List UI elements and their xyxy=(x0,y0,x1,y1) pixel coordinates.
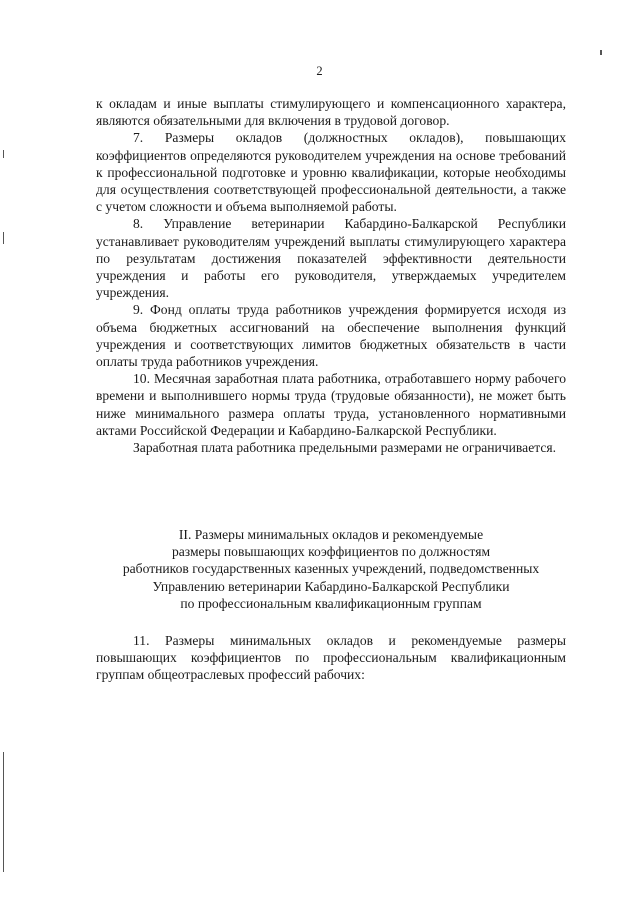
page-number: 2 xyxy=(316,64,323,78)
section-heading-line: размеры повышающих коэффициентов по должностям xyxy=(171,544,491,560)
paragraph-item-7: 7. Размеры окладов (должностных окладов), повышающих коэффициентов определяются руководителем учреждения на основе требований к профессиональной подготовке и уровню квалификации, которые необходимы для осуществления соответствующей профессиональной деятельности, а также с учетом сложности и объема выполняемой работы. xyxy=(96,130,566,215)
section-heading-line: II. Размеры минимальных окладов и рекомендуемые xyxy=(178,527,484,542)
section-heading-line: Управлению ветеринарии Кабардино-Балкарской Республики xyxy=(152,578,510,594)
paragraph-item-10: 10. Месячная заработная плата работника, отработавшего норму рабочего времени и выполнившего нормы труда (трудовые обязанности), не может быть ниже минимального размера оплаты труда, установленного нормативными актами Российской Федерации и Кабардино-Балкарской Республики. xyxy=(96,371,566,438)
paragraph-continuation: к окладам и иные выплаты стимулирующего и компенсационного характера, являются обязательными для включения в трудовой договор. xyxy=(96,96,566,129)
scan-artifact xyxy=(600,50,602,55)
paragraph-item-9: 9. Фонд оплаты труда работников учреждения формируется исходя из объема бюджетных ассигнований на обеспечение выполнения функций учреждения и соответствующих лимитов бюджетных обязательств в части оплаты труда работников учреждения. xyxy=(96,302,566,370)
scan-artifact xyxy=(3,232,4,244)
paragraph-item-8: 8. Управление ветеринарии Кабардино-Балкарской Республики устанавливает руководителям учреждений выплаты стимулирующего характера по результатам достижения показателей эффективности деятельности учреждения и работы его руководителя, утверждаемых учредителем учреждения. xyxy=(96,216,566,301)
scan-artifact xyxy=(3,150,4,158)
section-heading-line: работников государственных казенных учреждений, подведомственных xyxy=(122,561,540,577)
paragraph-salary-limit: Заработная плата работника предельными размерами не ограничивается. xyxy=(133,440,557,456)
body-text xyxy=(96,95,566,456)
section-heading-line: по профессиональным квалификационным группам xyxy=(180,595,482,611)
scan-edge-artifact xyxy=(3,752,4,872)
section-heading xyxy=(80,526,582,612)
body-text-section-2 xyxy=(96,632,566,684)
paragraph-item-11: 11. Размеры минимальных окладов и рекомендуемые размеры повышающих коэффициентов по профессиональным квалификационным группам общеотраслевых профессий рабочих: xyxy=(96,633,566,683)
